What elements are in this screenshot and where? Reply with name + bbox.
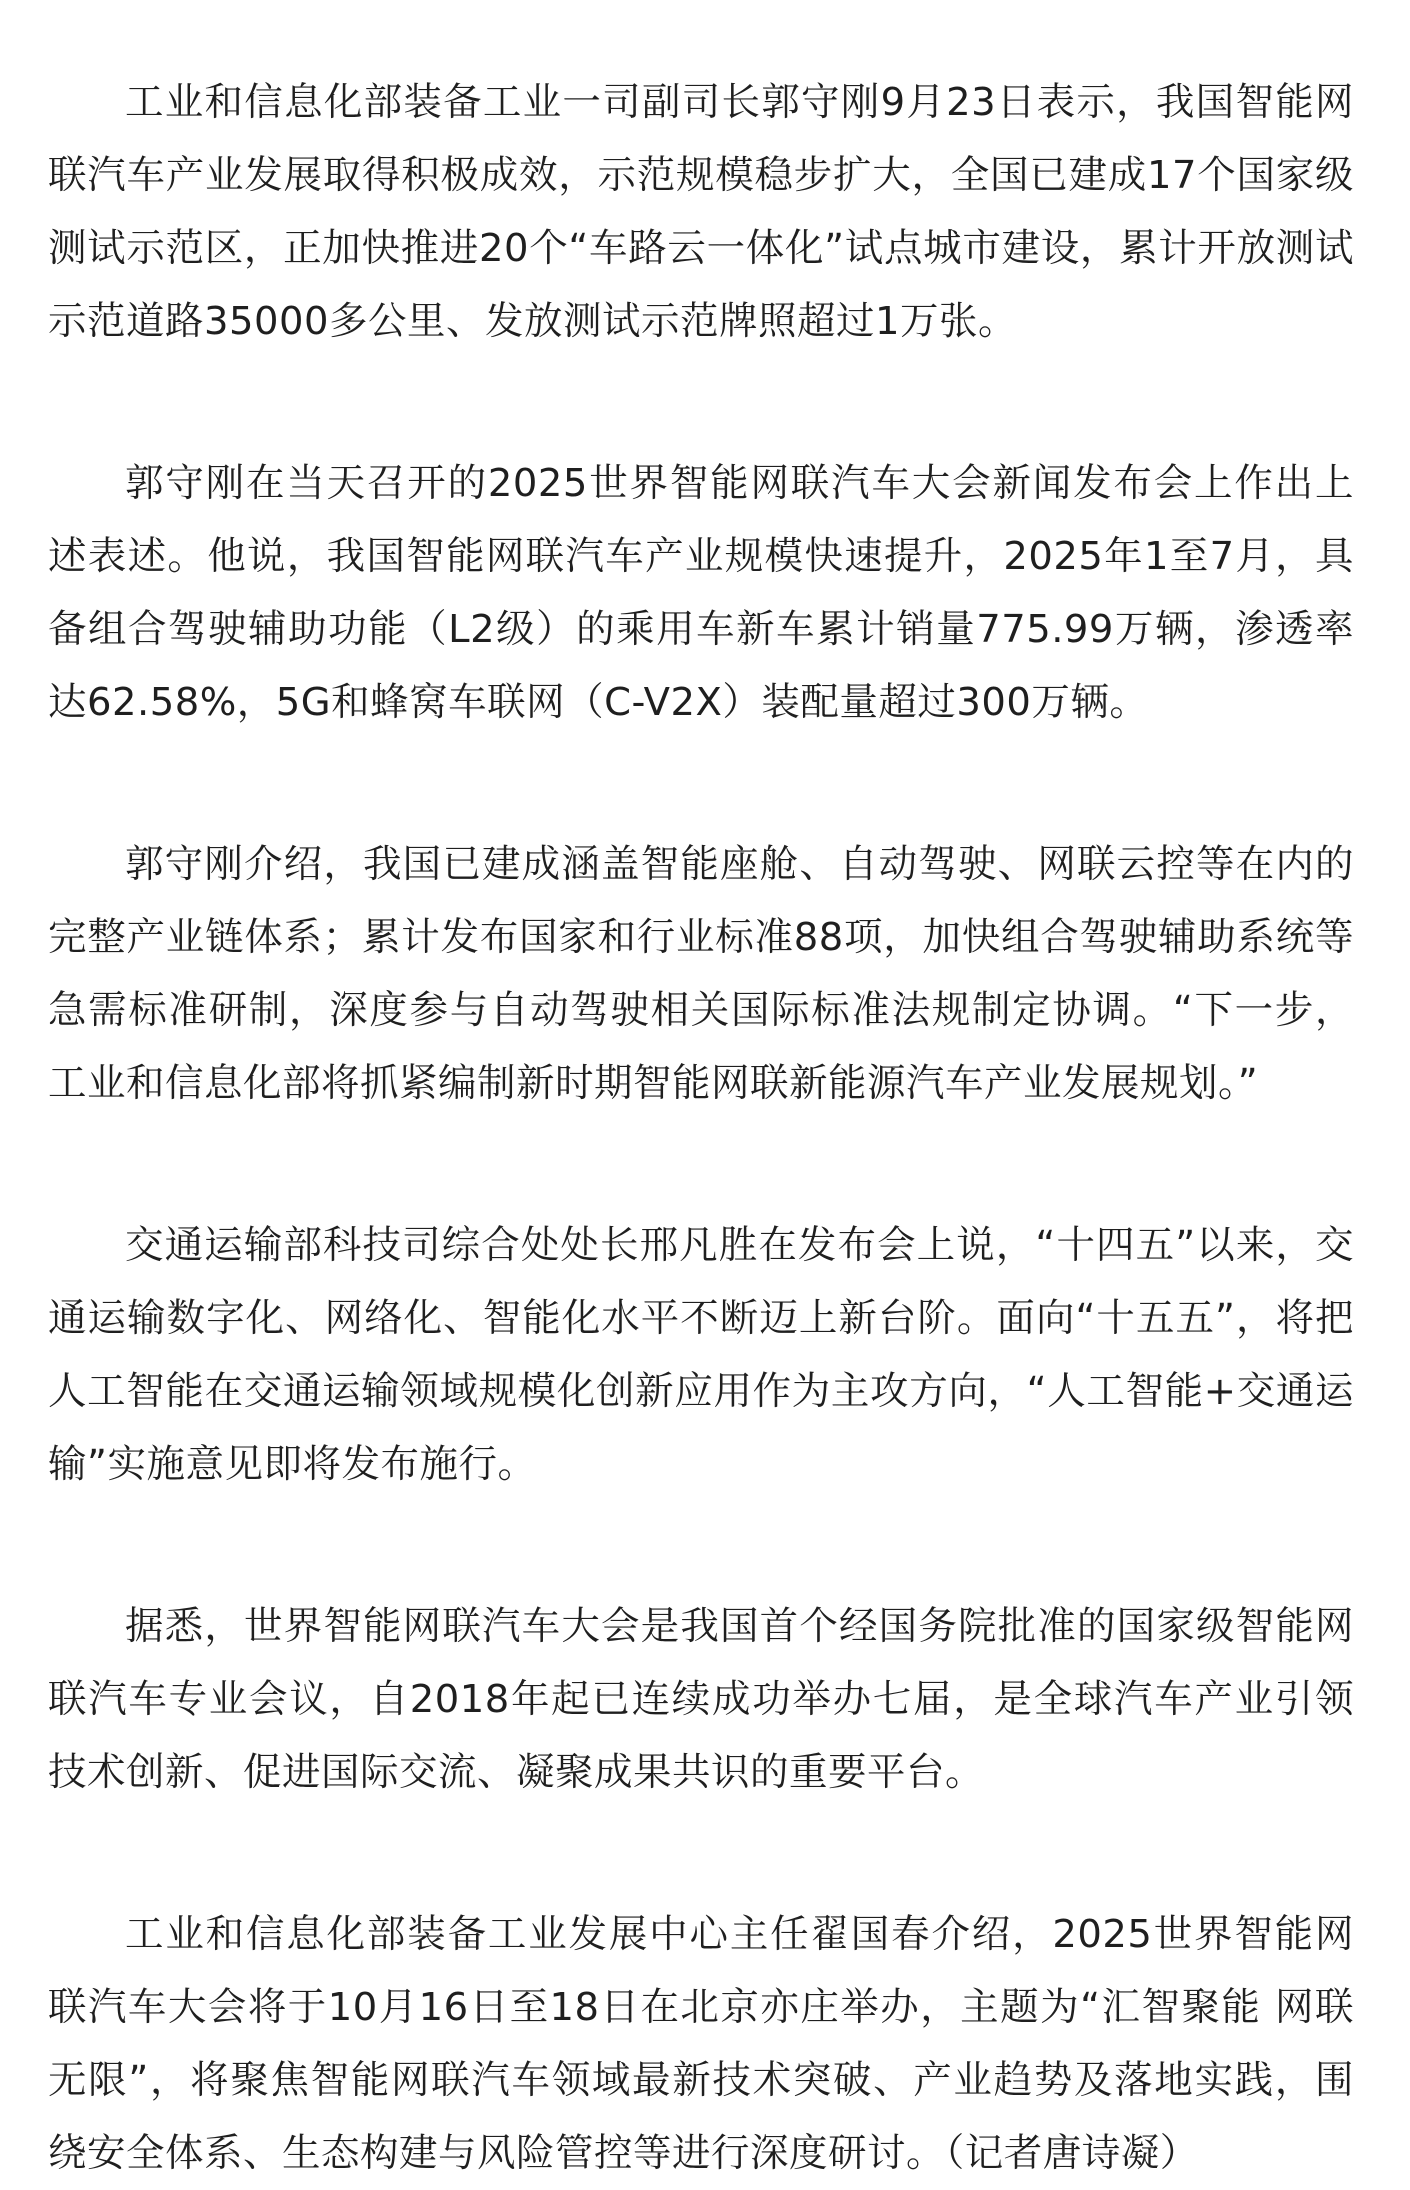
article-paragraph: 郭守刚介绍，我国已建成涵盖智能座舱、自动驾驶、网联云控等在内的完整产业链体系；累计发布国家和行业标准88项，加快组合驾驶辅助系统等急需标准研制，深度参与自动驾驶相关国际标准法规制定协调。“下一步，工业和信息化部将抓紧编制新时期智能网联新能源汽车产业发展规划。” bbox=[48, 842, 1354, 1106]
article-paragraph: 工业和信息化部装备工业发展中心主任翟国春介绍，2025世界智能网联汽车大会将于10月16日至18日在北京亦庄举办，主题为“汇智聚能 网联无限”，将聚焦智能网联汽车领域最新技术突破、产业趋势及落地实践，围绕安全体系、生态构建与风险管控等进行深度研讨。（记者唐诗凝） bbox=[48, 1912, 1354, 2176]
article-paragraph: 据悉，世界智能网联汽车大会是我国首个经国务院批准的国家级智能网联汽车专业会议，自2018年起已连续成功举办七届，是全球汽车产业引领技术创新、促进国际交流、凝聚成果共识的重要平台。 bbox=[48, 1604, 1354, 1795]
article-paragraph: 郭守刚在当天召开的2025世界智能网联汽车大会新闻发布会上作出上述表述。他说，我国智能网联汽车产业规模快速提升，2025年1至7月，具备组合驾驶辅助功能（L2级）的乘用车新车累计销量775.99万辆，渗透率达62.58%，5G和蜂窝车联网（C-V2X）装配量超过300万辆。 bbox=[48, 461, 1354, 725]
article-paragraph: 工业和信息化部装备工业一司副司长郭守刚9月23日表示，我国智能网联汽车产业发展取得积极成效，示范规模稳步扩大，全国已建成17个国家级测试示范区，正加快推进20个“车路云一体化”试点城市建设，累计开放测试示范道路35000多公里、发放测试示范牌照超过1万张。 bbox=[48, 80, 1354, 344]
article-paragraph: 交通运输部科技司综合处处长邢凡胜在发布会上说，“十四五”以来，交通运输数字化、网络化、智能化水平不断迈上新台阶。面向“十五五”，将把人工智能在交通运输领域规模化创新应用作为主攻方向，“人工智能+交通运输”实施意见即将发布施行。 bbox=[48, 1223, 1354, 1487]
